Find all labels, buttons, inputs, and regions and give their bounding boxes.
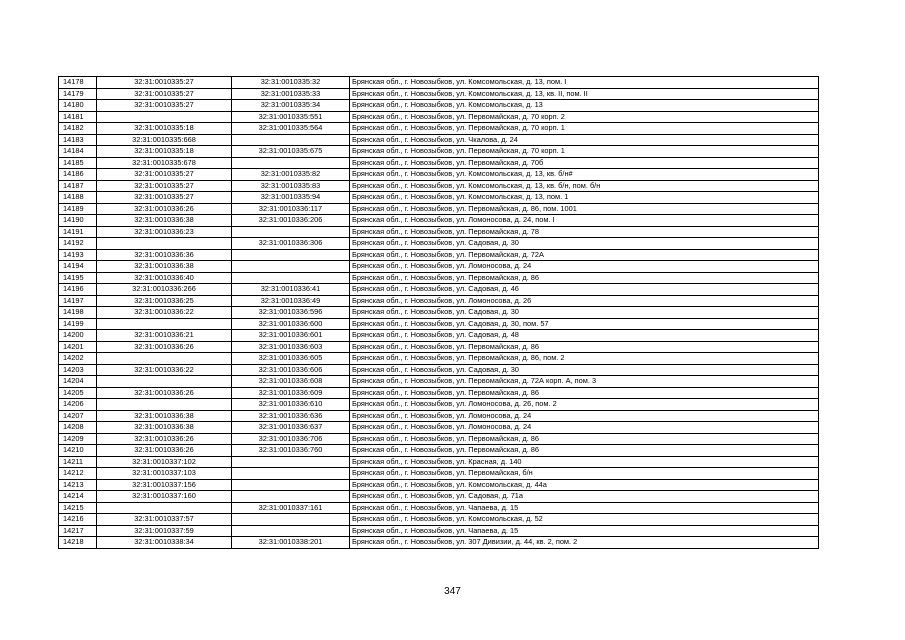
linked-cadastral-number-cell	[232, 456, 350, 468]
address-cell: Брянская обл., г. Новозыбков, ул. Первомайская, д. 86	[350, 433, 819, 445]
linked-cadastral-number-cell: 32:31:0010335:34	[232, 100, 350, 112]
row-number-cell: 14216	[59, 514, 97, 526]
row-number-cell: 14210	[59, 445, 97, 457]
linked-cadastral-number-cell: 32:31:0010335:551	[232, 111, 350, 123]
cadastral-number-cell: 32:31:0010336:266	[97, 284, 232, 296]
cadastral-number-cell: 32:31:0010335:668	[97, 134, 232, 146]
cadastral-number-cell: 32:31:0010336:26	[97, 445, 232, 457]
row-number-cell: 14178	[59, 77, 97, 89]
linked-cadastral-number-cell	[232, 157, 350, 169]
row-number-cell: 14183	[59, 134, 97, 146]
table-row	[59, 111, 819, 123]
table-row	[59, 399, 819, 411]
address-cell: Брянская обл., г. Новозыбков, ул. Комсомольская, д. 13, кв. б/н, пом. б/н	[350, 180, 819, 192]
table-row	[59, 491, 819, 503]
linked-cadastral-number-cell: 32:31:0010336:206	[232, 215, 350, 227]
address-cell: Брянская обл., г. Новозыбков, ул. Ломоносова, д. 24	[350, 422, 819, 434]
cadastral-number-cell	[97, 111, 232, 123]
cadastral-number-cell: 32:31:0010337:57	[97, 514, 232, 526]
cadastral-number-cell: 32:31:0010336:36	[97, 249, 232, 261]
row-number-cell: 14186	[59, 169, 97, 181]
row-number-cell: 14208	[59, 422, 97, 434]
address-cell: Брянская обл., г. Новозыбков, ул. Садовая, д. 30	[350, 238, 819, 250]
linked-cadastral-number-cell	[232, 514, 350, 526]
address-cell: Брянская обл., г. Новозыбков, ул. Первомайская, д. 70 корп. 1	[350, 123, 819, 135]
table-row	[59, 433, 819, 445]
table-row	[59, 479, 819, 491]
cadastral-number-cell: 32:31:0010336:26	[97, 341, 232, 353]
cadastral-number-cell: 32:31:0010338:34	[97, 537, 232, 549]
row-number-cell: 14203	[59, 364, 97, 376]
address-cell: Брянская обл., г. Новозыбков, ул. Первомайская, д. 86, пом. 1001	[350, 203, 819, 215]
table-row	[59, 318, 819, 330]
linked-cadastral-number-cell	[232, 525, 350, 537]
linked-cadastral-number-cell: 32:31:0010336:306	[232, 238, 350, 250]
address-cell: Брянская обл., г. Новозыбков, ул. Комсомольская, д. 13, пом. I	[350, 77, 819, 89]
address-cell: Брянская обл., г. Новозыбков, ул. Красная, д. 140	[350, 456, 819, 468]
cadastral-number-cell: 32:31:0010337:59	[97, 525, 232, 537]
linked-cadastral-number-cell	[232, 468, 350, 480]
address-cell: Брянская обл., г. Новозыбков, ул. Чкалова, д. 24	[350, 134, 819, 146]
row-number-cell: 14212	[59, 468, 97, 480]
linked-cadastral-number-cell: 32:31:0010338:201	[232, 537, 350, 549]
row-number-cell: 14179	[59, 88, 97, 100]
page-number: 347	[444, 586, 461, 597]
linked-cadastral-number-cell	[232, 226, 350, 238]
cadastral-number-cell: 32:31:0010335:18	[97, 146, 232, 158]
cadastral-number-cell	[97, 399, 232, 411]
address-cell: Брянская обл., г. Новозыбков, ул. Первомайская, д. 72А	[350, 249, 819, 261]
row-number-cell: 14217	[59, 525, 97, 537]
address-cell: Брянская обл., г. Новозыбков, ул. 307 Дивизии, д. 44, кв. 2, пом. 2	[350, 537, 819, 549]
address-cell: Брянская обл., г. Новозыбков, ул. Садовая, д. 30	[350, 364, 819, 376]
address-cell: Брянская обл., г. Новозыбков, ул. Первомайская, д. 86, пом. 2	[350, 353, 819, 365]
cadastral-number-cell: 32:31:0010336:38	[97, 422, 232, 434]
row-number-cell: 14197	[59, 295, 97, 307]
linked-cadastral-number-cell: 32:31:0010336:636	[232, 410, 350, 422]
cadastral-number-cell: 32:31:0010336:26	[97, 433, 232, 445]
linked-cadastral-number-cell	[232, 261, 350, 273]
table-row	[59, 146, 819, 158]
linked-cadastral-number-cell	[232, 249, 350, 261]
row-number-cell: 14218	[59, 537, 97, 549]
table-row	[59, 353, 819, 365]
cadastral-number-cell: 32:31:0010336:22	[97, 307, 232, 319]
address-cell: Брянская обл., г. Новозыбков, ул. Первомайская, д. 86	[350, 272, 819, 284]
table-row	[59, 203, 819, 215]
address-cell: Брянская обл., г. Новозыбков, ул. Садовая, д. 71а	[350, 491, 819, 503]
row-number-cell: 14189	[59, 203, 97, 215]
table-row	[59, 364, 819, 376]
linked-cadastral-number-cell: 32:31:0010336:117	[232, 203, 350, 215]
row-number-cell: 14188	[59, 192, 97, 204]
table-row	[59, 387, 819, 399]
address-cell: Брянская обл., г. Новозыбков, ул. Комсомольская, д. 13, кв. II, пом. II	[350, 88, 819, 100]
row-number-cell: 14215	[59, 502, 97, 514]
table-row	[59, 134, 819, 146]
address-cell: Брянская обл., г. Новозыбков, ул. Садовая, д. 30, пом. 57	[350, 318, 819, 330]
address-cell: Брянская обл., г. Новозыбков, ул. Комсомольская, д. 52	[350, 514, 819, 526]
cadastral-number-cell: 32:31:0010337:160	[97, 491, 232, 503]
table-row	[59, 192, 819, 204]
table-row	[59, 537, 819, 549]
table-row	[59, 238, 819, 250]
table-row	[59, 169, 819, 181]
address-cell: Брянская обл., г. Новозыбков, ул. Садовая, д. 46	[350, 284, 819, 296]
linked-cadastral-number-cell	[232, 491, 350, 503]
cadastral-number-cell: 32:31:0010335:27	[97, 100, 232, 112]
cadastral-number-cell: 32:31:0010335:678	[97, 157, 232, 169]
linked-cadastral-number-cell: 32:31:0010335:83	[232, 180, 350, 192]
address-cell: Брянская обл., г. Новозыбков, ул. Садовая, д. 48	[350, 330, 819, 342]
linked-cadastral-number-cell: 32:31:0010335:564	[232, 123, 350, 135]
cadastral-number-cell: 32:31:0010336:26	[97, 203, 232, 215]
linked-cadastral-number-cell: 32:31:0010336:609	[232, 387, 350, 399]
row-number-cell: 14187	[59, 180, 97, 192]
table-row	[59, 445, 819, 457]
linked-cadastral-number-cell: 32:31:0010336:41	[232, 284, 350, 296]
row-number-cell: 14198	[59, 307, 97, 319]
address-cell: Брянская обл., г. Новозыбков, ул. Первомайская, д. 78	[350, 226, 819, 238]
linked-cadastral-number-cell: 32:31:0010336:760	[232, 445, 350, 457]
linked-cadastral-number-cell: 32:31:0010337:161	[232, 502, 350, 514]
cadastral-number-cell: 32:31:0010335:27	[97, 180, 232, 192]
linked-cadastral-number-cell: 32:31:0010336:603	[232, 341, 350, 353]
cadastral-number-cell: 32:31:0010335:18	[97, 123, 232, 135]
table-row	[59, 525, 819, 537]
cadastral-number-cell: 32:31:0010337:102	[97, 456, 232, 468]
cadastral-number-cell: 32:31:0010335:27	[97, 88, 232, 100]
linked-cadastral-number-cell	[232, 272, 350, 284]
row-number-cell: 14181	[59, 111, 97, 123]
table-row	[59, 284, 819, 296]
cadastral-number-cell: 32:31:0010335:27	[97, 77, 232, 89]
address-cell: Брянская обл., г. Новозыбков, ул. Ломоносова, д. 24	[350, 261, 819, 273]
table-row	[59, 330, 819, 342]
row-number-cell: 14213	[59, 479, 97, 491]
row-number-cell: 14190	[59, 215, 97, 227]
table-row	[59, 341, 819, 353]
table-row	[59, 77, 819, 89]
linked-cadastral-number-cell: 32:31:0010335:82	[232, 169, 350, 181]
table-row	[59, 502, 819, 514]
row-number-cell: 14209	[59, 433, 97, 445]
linked-cadastral-number-cell: 32:31:0010336:610	[232, 399, 350, 411]
table-row	[59, 307, 819, 319]
address-cell: Брянская обл., г. Новозыбков, ул. Комсомольская, д. 13, кв. б/н#	[350, 169, 819, 181]
row-number-cell: 14200	[59, 330, 97, 342]
cadastral-number-cell: 32:31:0010335:27	[97, 169, 232, 181]
linked-cadastral-number-cell: 32:31:0010336:606	[232, 364, 350, 376]
cadastral-number-cell	[97, 318, 232, 330]
linked-cadastral-number-cell: 32:31:0010336:608	[232, 376, 350, 388]
cadastral-number-cell	[97, 238, 232, 250]
cadastral-number-cell	[97, 502, 232, 514]
cadastral-number-cell	[97, 353, 232, 365]
address-cell: Брянская обл., г. Новозыбков, ул. Ломоносова, д. 26	[350, 295, 819, 307]
linked-cadastral-number-cell: 32:31:0010336:637	[232, 422, 350, 434]
row-number-cell: 14180	[59, 100, 97, 112]
row-number-cell: 14202	[59, 353, 97, 365]
cadastral-number-cell: 32:31:0010336:25	[97, 295, 232, 307]
row-number-cell: 14195	[59, 272, 97, 284]
address-cell: Брянская обл., г. Новозыбков, ул. Первомайская, д. 70б	[350, 157, 819, 169]
linked-cadastral-number-cell: 32:31:0010335:33	[232, 88, 350, 100]
row-number-cell: 14185	[59, 157, 97, 169]
address-cell: Брянская обл., г. Новозыбков, ул. Первомайская, д. 72А корп. А, пом. 3	[350, 376, 819, 388]
address-cell: Брянская обл., г. Новозыбков, ул. Комсомольская, д. 13	[350, 100, 819, 112]
row-number-cell: 14205	[59, 387, 97, 399]
linked-cadastral-number-cell: 32:31:0010335:675	[232, 146, 350, 158]
table-row	[59, 295, 819, 307]
address-cell: Брянская обл., г. Новозыбков, ул. Первомайская, д. 86	[350, 387, 819, 399]
table-row	[59, 226, 819, 238]
row-number-cell: 14199	[59, 318, 97, 330]
row-number-cell: 14184	[59, 146, 97, 158]
address-cell: Брянская обл., г. Новозыбков, ул. Первомайская, д. 86	[350, 445, 819, 457]
table-row	[59, 261, 819, 273]
table-row	[59, 123, 819, 135]
row-number-cell: 14194	[59, 261, 97, 273]
cadastral-number-cell	[97, 376, 232, 388]
cadastral-number-cell: 32:31:0010336:40	[97, 272, 232, 284]
table-row	[59, 410, 819, 422]
address-cell: Брянская обл., г. Новозыбков, ул. Первомайская, д. 86	[350, 341, 819, 353]
cadastral-number-cell: 32:31:0010337:156	[97, 479, 232, 491]
row-number-cell: 14201	[59, 341, 97, 353]
address-cell: Брянская обл., г. Новозыбков, ул. Комсомольская, д. 13, пом. 1	[350, 192, 819, 204]
cadastral-number-cell: 32:31:0010336:38	[97, 215, 232, 227]
linked-cadastral-number-cell: 32:31:0010336:49	[232, 295, 350, 307]
address-cell: Брянская обл., г. Новозыбков, ул. Ломоносова, д. 26, пом. 2	[350, 399, 819, 411]
row-number-cell: 14207	[59, 410, 97, 422]
table-row	[59, 376, 819, 388]
row-number-cell: 14192	[59, 238, 97, 250]
linked-cadastral-number-cell: 32:31:0010335:94	[232, 192, 350, 204]
cadastral-number-cell: 32:31:0010336:21	[97, 330, 232, 342]
cadastral-number-cell: 32:31:0010337:103	[97, 468, 232, 480]
address-cell: Брянская обл., г. Новозыбков, ул. Комсомольская, д. 44а	[350, 479, 819, 491]
row-number-cell: 14182	[59, 123, 97, 135]
table-row	[59, 88, 819, 100]
table-row	[59, 100, 819, 112]
linked-cadastral-number-cell	[232, 479, 350, 491]
cadastral-number-cell: 32:31:0010335:27	[97, 192, 232, 204]
row-number-cell: 14204	[59, 376, 97, 388]
linked-cadastral-number-cell: 32:31:0010336:601	[232, 330, 350, 342]
linked-cadastral-number-cell	[232, 134, 350, 146]
table-row	[59, 514, 819, 526]
linked-cadastral-number-cell: 32:31:0010336:706	[232, 433, 350, 445]
row-number-cell: 14206	[59, 399, 97, 411]
cadastral-number-cell: 32:31:0010336:26	[97, 387, 232, 399]
address-cell: Брянская обл., г. Новозыбков, ул. Первомайская, д. 70 корп. 2	[350, 111, 819, 123]
linked-cadastral-number-cell: 32:31:0010336:605	[232, 353, 350, 365]
row-number-cell: 14196	[59, 284, 97, 296]
linked-cadastral-number-cell: 32:31:0010335:32	[232, 77, 350, 89]
table-row	[59, 215, 819, 227]
row-number-cell: 14193	[59, 249, 97, 261]
linked-cadastral-number-cell: 32:31:0010336:600	[232, 318, 350, 330]
address-cell: Брянская обл., г. Новозыбков, ул. Чапаева, д. 15	[350, 525, 819, 537]
registry-table-body	[59, 77, 819, 549]
table-row	[59, 180, 819, 192]
cadastral-number-cell: 32:31:0010336:22	[97, 364, 232, 376]
row-number-cell: 14191	[59, 226, 97, 238]
row-number-cell: 14214	[59, 491, 97, 503]
table-row	[59, 249, 819, 261]
table-row	[59, 272, 819, 284]
address-cell: Брянская обл., г. Новозыбков, ул. Чапаева, д. 15	[350, 502, 819, 514]
address-cell: Брянская обл., г. Новозыбков, ул. Ломоносова, д. 24	[350, 410, 819, 422]
linked-cadastral-number-cell: 32:31:0010336:596	[232, 307, 350, 319]
table-row	[59, 456, 819, 468]
registry-table	[58, 76, 819, 549]
table-row	[59, 422, 819, 434]
cadastral-number-cell: 32:31:0010336:38	[97, 410, 232, 422]
address-cell: Брянская обл., г. Новозыбков, ул. Первомайская, д. 70 корп. 1	[350, 146, 819, 158]
cadastral-number-cell: 32:31:0010336:38	[97, 261, 232, 273]
row-number-cell: 14211	[59, 456, 97, 468]
address-cell: Брянская обл., г. Новозыбков, ул. Садовая, д. 30	[350, 307, 819, 319]
table-row	[59, 468, 819, 480]
address-cell: Брянская обл., г. Новозыбков, ул. Первомайская, б/н	[350, 468, 819, 480]
address-cell: Брянская обл., г. Новозыбков, ул. Ломоносова, д. 24, пом. I	[350, 215, 819, 227]
cadastral-number-cell: 32:31:0010336:23	[97, 226, 232, 238]
table-row	[59, 157, 819, 169]
